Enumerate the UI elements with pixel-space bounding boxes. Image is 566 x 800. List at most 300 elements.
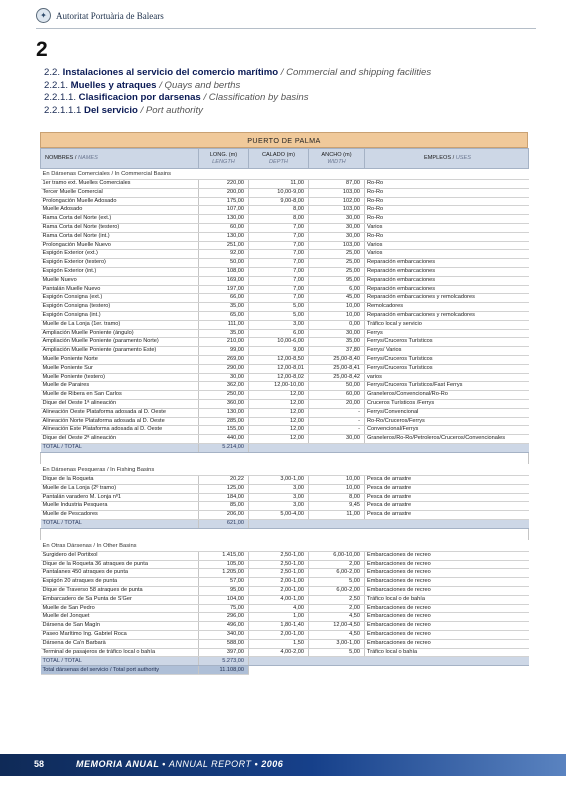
table-cell: 1,00 — [249, 613, 309, 622]
table-cell: Embarcaciones de recreo — [365, 622, 529, 631]
table-cell: 7,00 — [249, 250, 309, 259]
table-row — [41, 276, 529, 285]
section-headings — [44, 67, 431, 117]
table-row — [41, 364, 529, 373]
table-cell: Dique de Traverso 58 atraques de punta — [41, 587, 199, 596]
table-row — [41, 338, 529, 347]
table-cell: 30,00 — [199, 373, 249, 382]
section-gap — [41, 452, 529, 464]
page-header — [36, 8, 164, 23]
table-cell: 9,45 — [309, 502, 365, 511]
table-cell: 10,00 — [309, 303, 365, 312]
footer-title-en: ANNUAL REPORT — [168, 759, 252, 769]
table-cell: Muelle de San Pedro — [41, 604, 199, 613]
table-cell: 130,00 — [199, 232, 249, 241]
table-cell: 251,00 — [199, 241, 249, 250]
table-cell: Ferrys/ Varios — [365, 347, 529, 356]
heading-es: Del servicio — [84, 104, 138, 116]
table-cell: Muelle del Jonquet — [41, 613, 199, 622]
chapter-number: 2 — [36, 38, 48, 61]
table-cell: Ro-Ro — [365, 188, 529, 197]
table-cell: Espigón Consigna (int.) — [41, 311, 199, 320]
table-cell: 210,00 — [199, 338, 249, 347]
table-cell: Ro-Ro — [365, 180, 529, 189]
table-cell: Prolongación Muelle Adosado — [41, 197, 199, 206]
table-cell: Dique de la Roqueta 36 atraques de punta — [41, 560, 199, 569]
total-filler — [249, 519, 529, 528]
table-cell: 2,50-1,00 — [249, 569, 309, 578]
table-cell: Pesca de arrastre — [365, 493, 529, 502]
table-cell: 588,00 — [199, 639, 249, 648]
table-cell: 12,00-10,00 — [249, 382, 309, 391]
table-cell: 1,50 — [249, 639, 309, 648]
table-row — [41, 232, 529, 241]
footer-title: MEMORIA ANUAL • ANNUAL REPORT • 2006 — [76, 759, 284, 769]
heading-number: 2.2.1. — [44, 79, 71, 91]
table-cell: Embarcaciones de recreo — [365, 587, 529, 596]
table-cell: Pesca de arrastre — [365, 502, 529, 511]
gap-cell — [41, 528, 529, 540]
table-cell: Muelle de La Lonja (2º tramo) — [41, 484, 199, 493]
table-cell: Embarcaciones de recreo — [365, 560, 529, 569]
table-cell: 25,00-8,42 — [309, 373, 365, 382]
table-cell: 12,00-8,01 — [249, 364, 309, 373]
table-cell: 4,00 — [249, 604, 309, 613]
table-cell: 6,00-2,00 — [309, 569, 365, 578]
table-cell: Reparación embarcaciones y remolcadores — [365, 311, 529, 320]
table-cell: - — [309, 426, 365, 435]
table-cell: 30,00 — [309, 232, 365, 241]
berths-grid — [40, 148, 529, 675]
table-row — [41, 502, 529, 511]
grand-total-label: Total dársenas del servicio / Total port authority — [41, 666, 199, 675]
section-heading: En Dársenas Comerciales / In Commercial Basins — [41, 169, 529, 180]
table-row — [41, 382, 529, 391]
table-row — [41, 578, 529, 587]
table-cell: 4,50 — [309, 613, 365, 622]
table-cell: 296,00 — [199, 613, 249, 622]
table-cell: Espigón Exterior (testero) — [41, 259, 199, 268]
column-header — [41, 149, 199, 169]
table-cell: varios — [365, 373, 529, 382]
gap-cell — [41, 452, 529, 464]
table-cell: Varios — [365, 223, 529, 232]
table-cell: 35,00 — [309, 338, 365, 347]
table-cell: 30,00 — [309, 223, 365, 232]
column-header — [249, 149, 309, 169]
section-heading: En Otras Dársenas / In Other Basins — [41, 540, 529, 551]
heading-es: Instalaciones al servicio del comercio marítimo — [62, 67, 279, 78]
table-cell: Reparación embarcaciones — [365, 267, 529, 276]
column-header-row — [41, 149, 529, 169]
table-row — [41, 613, 529, 622]
total-row — [41, 443, 529, 452]
table-cell: Pesca de arrastre — [365, 484, 529, 493]
table-row — [41, 595, 529, 604]
heading-number: 2.2.1.1. — [44, 92, 79, 103]
table-cell: 4,00-2,00 — [249, 648, 309, 657]
heading-number: 2.2.1.1.1 — [44, 104, 85, 116]
total-row — [41, 657, 529, 666]
total-label: TOTAL / TOTAL — [41, 657, 199, 666]
table-cell: 290,00 — [199, 364, 249, 373]
table-cell: Ro-Ro — [365, 232, 529, 241]
table-cell: Pesca de arrastre — [365, 511, 529, 520]
table-cell: 30,00 — [309, 215, 365, 224]
crest-icon: ✦ — [36, 8, 51, 23]
table-cell: Reparación embarcaciones y remolcadores — [365, 294, 529, 303]
table-cell: 125,00 — [199, 484, 249, 493]
table-row — [41, 373, 529, 382]
table-row — [41, 311, 529, 320]
table-cell: 155,00 — [199, 426, 249, 435]
table-row — [41, 294, 529, 303]
table-row — [41, 329, 529, 338]
total-label: TOTAL / TOTAL — [41, 443, 199, 452]
table-cell: 397,00 — [199, 648, 249, 657]
table-cell: 87,00 — [309, 180, 365, 189]
table-cell: 12,00 — [249, 391, 309, 400]
table-cell: Ro-Ro — [365, 206, 529, 215]
table-cell: Ferrys/Cruceros Turísticos — [365, 355, 529, 364]
table-cell: Embarcaciones de recreo — [365, 569, 529, 578]
table-cell: Pesca de arrastre — [365, 475, 529, 484]
table-cell: Ampliación Muelle Poniente (paramento Este) — [41, 347, 199, 356]
table-cell: Muelle Industria Pesquera — [41, 502, 199, 511]
table-cell: Ferrys/Cruceros Turísticos/Fast Ferrys — [365, 382, 529, 391]
table-cell: 2,50 — [309, 595, 365, 604]
header-rule — [36, 28, 536, 29]
table-row — [41, 259, 529, 268]
table-cell: Espigón Exterior (int.) — [41, 267, 199, 276]
table-cell: Muelle de La Lonja (1er. tramo) — [41, 320, 199, 329]
table-cell: 103,00 — [309, 206, 365, 215]
table-cell: Alineación Norte Plataforma adosada al D. Oeste — [41, 417, 199, 426]
section-heading-row — [41, 464, 529, 475]
table-cell: 2,50-1,00 — [249, 560, 309, 569]
table-cell: 20,22 — [199, 475, 249, 484]
table-row — [41, 648, 529, 657]
table-cell: 130,00 — [199, 408, 249, 417]
column-header-en: LENGTH — [212, 158, 235, 165]
section-heading-row — [41, 540, 529, 551]
table-cell: Embarcaciones de recreo — [365, 578, 529, 587]
table-cell: Graneleros/Convencional/Ro-Ro — [365, 391, 529, 400]
table-row — [41, 426, 529, 435]
brand-name: Autoritat Portuària de Balears — [56, 10, 164, 21]
table-cell: Tráfico local y servicio — [365, 320, 529, 329]
table-cell: 184,00 — [199, 493, 249, 502]
table-row — [41, 180, 529, 189]
table-cell: 103,00 — [309, 188, 365, 197]
table-cell: 2,00-1,00 — [249, 587, 309, 596]
table-cell: 10,00-6,00 — [249, 338, 309, 347]
table-cell: 250,00 — [199, 391, 249, 400]
table-cell: 107,00 — [199, 206, 249, 215]
table-cell: 105,00 — [199, 560, 249, 569]
table-cell: 7,00 — [249, 267, 309, 276]
table-row — [41, 250, 529, 259]
table-cell: 2,00-1,00 — [249, 631, 309, 640]
column-header — [199, 149, 249, 169]
table-cell: 12,00 — [249, 417, 309, 426]
grand-total-filler — [249, 666, 529, 675]
column-header-en: USES — [455, 155, 471, 161]
table-cell: 12,00-4,50 — [309, 622, 365, 631]
table-cell: 95,00 — [309, 276, 365, 285]
column-header-es: LONG. (m) — [209, 151, 238, 158]
table-cell: 99,00 — [199, 347, 249, 356]
table-cell: 8,00 — [249, 215, 309, 224]
table-cell: Reparación embarcaciones — [365, 276, 529, 285]
table-row — [41, 399, 529, 408]
heading-number: 2.2. — [44, 67, 63, 78]
table-cell: 7,00 — [249, 259, 309, 268]
column-header — [309, 149, 365, 169]
table-cell: 12,00 — [249, 399, 309, 408]
table-cell: 57,00 — [199, 578, 249, 587]
column-header-es: ANCHO (m) — [321, 151, 352, 158]
table-cell: 50,00 — [309, 382, 365, 391]
table-cell: Muelle de Ribera en San Carlos — [41, 391, 199, 400]
table-row — [41, 347, 529, 356]
table-cell: 2,00 — [309, 604, 365, 613]
table-cell: 197,00 — [199, 285, 249, 294]
table-cell: Ferrys/Cruceros Turísticos — [365, 338, 529, 347]
table-cell: 3,00 — [249, 484, 309, 493]
table-cell: 11,00 — [309, 511, 365, 520]
table-cell: Espigón 20 atraques de punta — [41, 578, 199, 587]
table-cell: 7,00 — [249, 223, 309, 232]
column-header-en: NAMES — [77, 155, 98, 161]
heading-line — [44, 67, 431, 80]
table-cell: Embarcaciones de recreo — [365, 551, 529, 560]
table-cell: Reparación embarcaciones — [365, 259, 529, 268]
table-row — [41, 569, 529, 578]
table-cell: Espigón Consigna (testero) — [41, 303, 199, 312]
table-cell: 5,00 — [249, 311, 309, 320]
table-cell: 10,00 — [309, 475, 365, 484]
table-cell: 95,00 — [199, 587, 249, 596]
table-cell: Tercer Muelle Comercial — [41, 188, 199, 197]
table-row — [41, 417, 529, 426]
table-cell: 200,00 — [199, 188, 249, 197]
table-cell: 12,00 — [249, 426, 309, 435]
column-header-es: EMPLEOS / — [424, 155, 456, 161]
table-cell: 1,80-1,40 — [249, 622, 309, 631]
table-cell: 362,00 — [199, 382, 249, 391]
table-cell: 1.415,00 — [199, 551, 249, 560]
table-cell: Cruceros Turísticos /Ferrys — [365, 399, 529, 408]
table-cell: 92,00 — [199, 250, 249, 259]
table-cell: 4,50 — [309, 631, 365, 640]
table-cell: Muelle Poniente Norte — [41, 355, 199, 364]
table-cell: 25,00 — [309, 267, 365, 276]
table-cell: 175,00 — [199, 197, 249, 206]
page-number: 58 — [34, 759, 45, 769]
total-filler — [249, 657, 529, 666]
table-cell: 10,00 — [309, 484, 365, 493]
table-cell: 440,00 — [199, 435, 249, 444]
table-cell: Dique del Oeste 2ª alineación — [41, 435, 199, 444]
table-cell: Graneleros/Ro-Ro/Petroleros/Cruceros/Convencionales — [365, 435, 529, 444]
table-cell: Pantalanes 450 atraques de punta — [41, 569, 199, 578]
table-cell: Ro-Ro/Cruceros/Ferrys — [365, 417, 529, 426]
table-cell: Muelle Poniente (testero) — [41, 373, 199, 382]
table-row — [41, 391, 529, 400]
table-cell: 8,00 — [249, 206, 309, 215]
table-cell: - — [309, 417, 365, 426]
table-cell: Ferrys — [365, 329, 529, 338]
table-row — [41, 285, 529, 294]
table-cell: 7,00 — [249, 276, 309, 285]
table-cell: 35,00 — [199, 329, 249, 338]
table-cell: Pantalán Muelle Nuevo — [41, 285, 199, 294]
table-cell: Muelle de Paraires — [41, 382, 199, 391]
table-cell: Muelle de Pescadores — [41, 511, 199, 520]
table-cell: Dique del Oeste 1ª alineación — [41, 399, 199, 408]
table-cell: 25,00-8,40 — [309, 355, 365, 364]
table-row — [41, 206, 529, 215]
table-cell: 12,00 — [249, 408, 309, 417]
grand-total-row — [41, 666, 529, 675]
column-header-es: CALADO (m) — [262, 151, 295, 158]
table-cell: 25,00 — [309, 250, 365, 259]
table-cell: 20,00 — [309, 399, 365, 408]
table-cell: Dique de la Roqueta — [41, 475, 199, 484]
table-cell: 25,00 — [309, 259, 365, 268]
total-label: TOTAL / TOTAL — [41, 519, 199, 528]
table-cell: Espigón Exterior (ext.) — [41, 250, 199, 259]
table-cell: 37,80 — [309, 347, 365, 356]
table-cell: Muelle Poniente Sur — [41, 364, 199, 373]
table-row — [41, 639, 529, 648]
column-header-en: DEPTH — [269, 158, 288, 165]
table-row — [41, 241, 529, 250]
table-row — [41, 484, 529, 493]
table-cell: Remolcadores — [365, 303, 529, 312]
table-cell: - — [309, 408, 365, 417]
table-row — [41, 188, 529, 197]
table-cell: 5,00 — [249, 303, 309, 312]
table-cell: 1er tramo ext. Muelles Comerciales — [41, 180, 199, 189]
total-value: 5.273,00 — [199, 657, 249, 666]
table-row — [41, 622, 529, 631]
table-cell: 3,00 — [249, 320, 309, 329]
table-cell: Ro-Ro — [365, 215, 529, 224]
table-cell: 60,00 — [309, 391, 365, 400]
table-cell: Rama Corta del Norte (testero) — [41, 223, 199, 232]
table-cell: 11,00 — [249, 180, 309, 189]
table-cell: Embarcaciones de recreo — [365, 604, 529, 613]
heading-en: / Classification by basins — [200, 92, 309, 103]
total-value: 621,00 — [199, 519, 249, 528]
table-cell: 5,00-4,00 — [249, 511, 309, 520]
table-row — [41, 408, 529, 417]
table-cell: Rama Corta del Norte (int.) — [41, 232, 199, 241]
table-cell: 65,00 — [199, 311, 249, 320]
table-row — [41, 197, 529, 206]
table-cell: 6,00 — [309, 285, 365, 294]
table-title: PUERTO DE PALMA — [40, 132, 528, 148]
table-cell: Embarcaciones de recreo — [365, 639, 529, 648]
table-cell: 111,00 — [199, 320, 249, 329]
table-cell: 340,00 — [199, 631, 249, 640]
table-cell: 8,00 — [309, 493, 365, 502]
table-row — [41, 560, 529, 569]
table-cell: 104,00 — [199, 595, 249, 604]
table-cell: Embarcaciones de recreo — [365, 631, 529, 640]
table-cell: 10,00 — [309, 311, 365, 320]
table-cell: Embarcaciones de recreo — [365, 613, 529, 622]
table-cell: 30,00 — [309, 435, 365, 444]
heading-line — [44, 92, 431, 105]
table-cell: 66,00 — [199, 294, 249, 303]
table-cell: 360,00 — [199, 399, 249, 408]
table-cell: Alineación Este Plataforma adosada al D. Oeste — [41, 426, 199, 435]
table-cell: 6,00 — [249, 329, 309, 338]
table-cell: Muelle Adosado — [41, 206, 199, 215]
table-cell: Tráfico local o de bahía — [365, 595, 529, 604]
table-cell: 3,00-1,00 — [309, 639, 365, 648]
table-cell: Reparación embarcaciones — [365, 285, 529, 294]
table-cell: Surgidero del Portitxol — [41, 551, 199, 560]
table-cell: 60,00 — [199, 223, 249, 232]
table-cell: 496,00 — [199, 622, 249, 631]
table-cell: Convencional/Ferrys — [365, 426, 529, 435]
table-row — [41, 604, 529, 613]
table-row — [41, 551, 529, 560]
table-cell: 9,00-8,00 — [249, 197, 309, 206]
table-cell: 10,00-9,00 — [249, 188, 309, 197]
table-cell: 12,00-8,02 — [249, 373, 309, 382]
table-cell: 0,00 — [309, 320, 365, 329]
heading-es: Clasificacion por darsenas — [78, 92, 201, 103]
table-cell: 9,00 — [249, 347, 309, 356]
table-cell: 4,00-1,00 — [249, 595, 309, 604]
table-row — [41, 587, 529, 596]
table-cell: Pantalán varadero M. Lonja nº1 — [41, 493, 199, 502]
table-cell: Ampliación Muelle Poniente (ángulo) — [41, 329, 199, 338]
table-cell: 35,00 — [199, 303, 249, 312]
footer-title-es: MEMORIA ANUAL — [76, 759, 160, 769]
column-header-es: NOMBRES / — [45, 155, 78, 161]
table-cell: 50,00 — [199, 259, 249, 268]
table-row — [41, 475, 529, 484]
table-cell: 2,00-1,00 — [249, 578, 309, 587]
table-cell: Espigón Consigna (ext.) — [41, 294, 199, 303]
table-cell: 45,00 — [309, 294, 365, 303]
total-filler — [249, 443, 529, 452]
heading-en: / Quays and berths — [156, 79, 241, 91]
table-cell: 1.205,00 — [199, 569, 249, 578]
column-header — [365, 149, 529, 169]
table-row — [41, 223, 529, 232]
table-cell: 285,00 — [199, 417, 249, 426]
table-cell: Paseo Marítimo Ing. Gabriel Roca — [41, 631, 199, 640]
table-cell: Tráfico local o bahía — [365, 648, 529, 657]
table-cell: 108,00 — [199, 267, 249, 276]
table-cell: 7,00 — [249, 294, 309, 303]
heading-en: / Commercial and shipping facilities — [278, 67, 432, 78]
footer-band — [0, 754, 566, 776]
table-cell: 30,00 — [309, 329, 365, 338]
heading-es: Muelles y atraques — [70, 79, 157, 91]
table-cell: 102,00 — [309, 197, 365, 206]
table-cell: 2,00 — [309, 560, 365, 569]
table-row — [41, 493, 529, 502]
table-cell: Ferrys/Cruceros Turísticos — [365, 364, 529, 373]
